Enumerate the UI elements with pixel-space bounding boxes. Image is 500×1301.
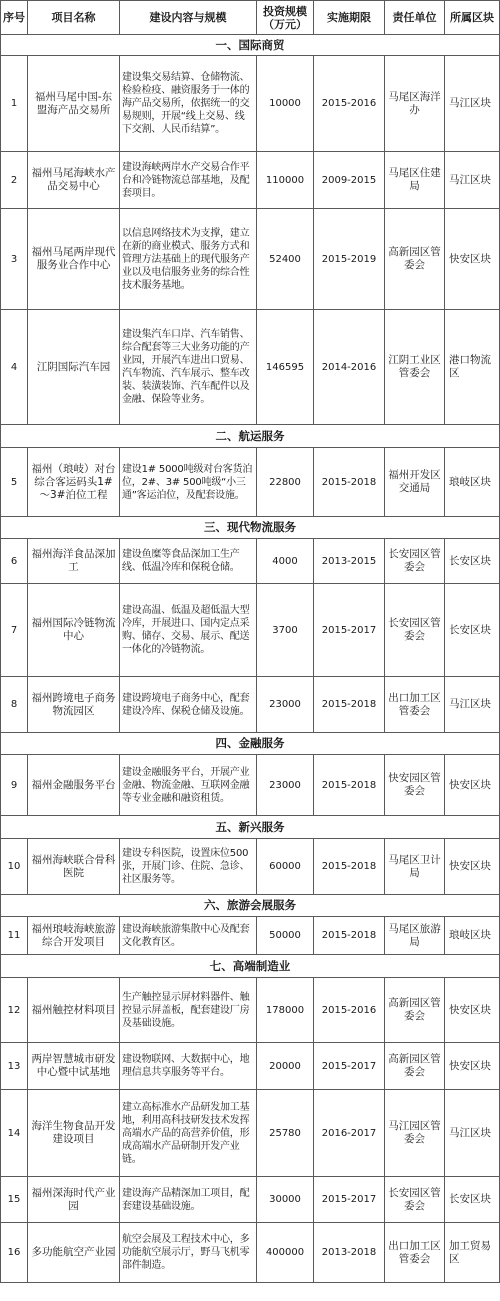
implementation-period: 2015-2018	[314, 755, 385, 816]
section-title: 七、高端制造业	[1, 955, 500, 978]
area-block: 长安区块	[445, 584, 500, 677]
project-name: 福州国际冷链物流中心	[28, 584, 120, 677]
table-row	[1, 1090, 500, 1177]
row-number: 12	[1, 978, 28, 1043]
area-block: 港口物流区	[445, 310, 500, 425]
area-block: 马江区块	[445, 1090, 500, 1177]
table-row	[1, 584, 500, 677]
project-name: 福州触控材料项目	[28, 978, 120, 1043]
project-content: 建设物联网、大数据中心，地理信息共享服务等平台。	[120, 1043, 257, 1090]
responsible-unit: 快安园区管委会	[385, 755, 445, 816]
implementation-period: 2015-2018	[314, 917, 385, 955]
project-content: 建设跨境电子商务中心，配套建设冷库、保税仓储及设施。	[120, 677, 257, 733]
responsible-unit: 长安园区管委会	[385, 1177, 445, 1223]
project-content: 建设海峡两岸水产交易合作平台和冷链物流总部基地，及配套项目。	[120, 152, 257, 209]
investment-amount: 23000	[257, 755, 314, 816]
header-row	[1, 1, 500, 35]
responsible-unit: 马尾区卫计局	[385, 839, 445, 895]
table-row	[1, 56, 500, 152]
project-name: 福州海峡联合骨科医院	[28, 839, 120, 895]
responsible-unit: 马尾区住建局	[385, 152, 445, 209]
table-row	[1, 1043, 500, 1090]
row-number: 1	[1, 56, 28, 152]
project-name: 福州跨境电子商务物流园区	[28, 677, 120, 733]
implementation-period: 2015-2016	[314, 56, 385, 152]
section-header-row	[1, 35, 500, 56]
table-row	[1, 539, 500, 584]
project-name: 福州马尾两岸现代服务业合作中心	[28, 209, 120, 310]
project-content: 建设专科医院，设置床位500张，开展门诊、住院、急诊、社区服务等。	[120, 839, 257, 895]
section-header-row	[1, 425, 500, 448]
area-block: 马江区块	[445, 152, 500, 209]
responsible-unit: 高新园区管委会	[385, 1043, 445, 1090]
project-content: 建设金融服务平台，开展产业金融、物流金融、互联网金融等专业金融和融资租赁。	[120, 755, 257, 816]
project-name: 江阴国际汽车园	[28, 310, 120, 425]
area-block: 快安区块	[445, 839, 500, 895]
investment-amount: 22800	[257, 448, 314, 517]
header-amount: 投资规模（万元）	[257, 1, 314, 35]
row-number: 5	[1, 448, 28, 517]
area-block: 快安区块	[445, 978, 500, 1043]
implementation-period: 2013-2018	[314, 1223, 385, 1283]
project-name: 海洋生物食品开发建设项目	[28, 1090, 120, 1177]
investment-amount: 3700	[257, 584, 314, 677]
implementation-period: 2015-2016	[314, 978, 385, 1043]
header-no: 序号	[1, 1, 28, 35]
investment-amount: 10000	[257, 56, 314, 152]
project-content: 建设1# 5000吨级对台客货泊位，2#、3# 500吨级“小三通”客运泊位，及配套设施。	[120, 448, 257, 517]
investment-amount: 400000	[257, 1223, 314, 1283]
responsible-unit: 江阴工业区管委会	[385, 310, 445, 425]
project-content: 建立高标准水产品研发加工基地，利用高科技研发技术发挥高端水产品的高营养价值，形成高端水产品研制开发产业链。	[120, 1090, 257, 1177]
section-title: 五、新兴服务	[1, 816, 500, 839]
responsible-unit: 马江园区管委会	[385, 1090, 445, 1177]
table-row	[1, 839, 500, 895]
row-number: 11	[1, 917, 28, 955]
table-row	[1, 1177, 500, 1223]
row-number: 7	[1, 584, 28, 677]
header-name: 项目名称	[28, 1, 120, 35]
project-name: 福州（琅岐）对台综合客运码头1#～3#泊位工程	[28, 448, 120, 517]
header-period: 实施期限	[314, 1, 385, 35]
investment-amount: 60000	[257, 839, 314, 895]
row-number: 13	[1, 1043, 28, 1090]
project-content: 建设集交易结算、仓储物流、检验检疫、融资服务于一体的海产品交易所，依据统一的交易规则，开展“线上交易、线下交割、人民币结算”。	[120, 56, 257, 152]
section-title: 六、旅游会展服务	[1, 895, 500, 917]
responsible-unit: 高新园区管委会	[385, 209, 445, 310]
section-header-row	[1, 816, 500, 839]
section-title: 四、金融服务	[1, 733, 500, 755]
table-body	[1, 35, 500, 1283]
project-name: 福州马尾中国-东盟海产品交易所	[28, 56, 120, 152]
investment-amount: 178000	[257, 978, 314, 1043]
project-content: 建设鱼糜等食品深加工生产线、低温冷库和保税仓储。	[120, 539, 257, 584]
area-block: 加工贸易区	[445, 1223, 500, 1283]
row-number: 2	[1, 152, 28, 209]
area-block: 琅岐区块	[445, 917, 500, 955]
table-row	[1, 448, 500, 517]
investment-amount: 52400	[257, 209, 314, 310]
project-name: 福州海洋食品深加工	[28, 539, 120, 584]
row-number: 4	[1, 310, 28, 425]
header-content: 建设内容与规模	[120, 1, 257, 35]
row-number: 8	[1, 677, 28, 733]
area-block: 长安区块	[445, 1177, 500, 1223]
investment-amount: 4000	[257, 539, 314, 584]
project-content: 航空会展及工程技术中心，多功能航空展示厅，野马飞机零部件制造。	[120, 1223, 257, 1283]
area-block: 快安区块	[445, 1043, 500, 1090]
table-row	[1, 310, 500, 425]
investment-amount: 146595	[257, 310, 314, 425]
project-name: 福州马尾海峡水产品交易中心	[28, 152, 120, 209]
implementation-period: 2015-2018	[314, 677, 385, 733]
implementation-period: 2015-2018	[314, 448, 385, 517]
section-title: 二、航运服务	[1, 425, 500, 448]
section-title: 一、国际商贸	[1, 35, 500, 56]
responsible-unit: 福州开发区交通局	[385, 448, 445, 517]
table-row	[1, 1223, 500, 1283]
project-content: 建设集汽车口岸、汽车销售、综合配套等三大业务功能的产业园，开展汽车进出口贸易、汽车物流、汽车展示、整车改装、装潢装饰、汽车配件以及金融、保险等业务。	[120, 310, 257, 425]
area-block: 琅岐区块	[445, 448, 500, 517]
section-header-row	[1, 955, 500, 978]
implementation-period: 2015-2017	[314, 1177, 385, 1223]
implementation-period: 2009-2015	[314, 152, 385, 209]
area-block: 长安区块	[445, 539, 500, 584]
responsible-unit: 马尾区海洋办	[385, 56, 445, 152]
area-block: 快安区块	[445, 755, 500, 816]
implementation-period: 2015-2018	[314, 839, 385, 895]
header-area: 所属区块	[445, 1, 500, 35]
project-name: 福州深海时代产业园	[28, 1177, 120, 1223]
table-row	[1, 209, 500, 310]
investment-amount: 30000	[257, 1177, 314, 1223]
investment-amount: 23000	[257, 677, 314, 733]
row-number: 14	[1, 1090, 28, 1177]
row-number: 15	[1, 1177, 28, 1223]
project-content: 建设海产品精深加工项目，配套建设基础设施。	[120, 1177, 257, 1223]
table-row	[1, 755, 500, 816]
section-header-row	[1, 895, 500, 917]
section-title: 三、现代物流服务	[1, 517, 500, 539]
area-block: 马江区块	[445, 677, 500, 733]
project-name: 福州金融服务平台	[28, 755, 120, 816]
table-row	[1, 677, 500, 733]
project-content: 建设海峡旅游集散中心及配套文化教育区。	[120, 917, 257, 955]
investment-amount: 50000	[257, 917, 314, 955]
implementation-period: 2015-2017	[314, 584, 385, 677]
implementation-period: 2014-2016	[314, 310, 385, 425]
investment-amount: 25780	[257, 1090, 314, 1177]
section-header-row	[1, 517, 500, 539]
responsible-unit: 长安园区管委会	[385, 539, 445, 584]
investment-amount: 20000	[257, 1043, 314, 1090]
responsible-unit: 高新园区管委会	[385, 978, 445, 1043]
row-number: 10	[1, 839, 28, 895]
project-content: 建设高温、低温及超低温大型冷库，开展进口、国内定点采购、储存、交易、展示、配送一体化的冷链物流。	[120, 584, 257, 677]
row-number: 9	[1, 755, 28, 816]
responsible-unit: 出口加工区管委会	[385, 677, 445, 733]
area-block: 快安区块	[445, 209, 500, 310]
area-block: 马江区块	[445, 56, 500, 152]
project-content: 以信息网络技术为支撑，建立在新的商业模式、服务方式和管理方法基础上的现代服务产业以及电信服务业务的综合性技术服务基地。	[120, 209, 257, 310]
responsible-unit: 长安园区管委会	[385, 584, 445, 677]
row-number: 6	[1, 539, 28, 584]
project-name: 多功能航空产业园	[28, 1223, 120, 1283]
responsible-unit: 马尾区旅游局	[385, 917, 445, 955]
implementation-period: 2015-2019	[314, 209, 385, 310]
table-row	[1, 917, 500, 955]
header-unit: 责任单位	[385, 1, 445, 35]
implementation-period: 2016-2017	[314, 1090, 385, 1177]
responsible-unit: 出口加工区管委会	[385, 1223, 445, 1283]
project-name: 两岸智慧城市研发中心暨中试基地	[28, 1043, 120, 1090]
project-content: 生产触控显示屏材料器件、触控显示屏盖板，配套建设厂房及基础设施。	[120, 978, 257, 1043]
row-number: 16	[1, 1223, 28, 1283]
section-header-row	[1, 733, 500, 755]
table-row	[1, 152, 500, 209]
implementation-period: 2015-2017	[314, 1043, 385, 1090]
row-number: 3	[1, 209, 28, 310]
implementation-period: 2013-2015	[314, 539, 385, 584]
table-row	[1, 978, 500, 1043]
project-name: 福州琅岐海峡旅游综合开发项目	[28, 917, 120, 955]
investment-amount: 110000	[257, 152, 314, 209]
